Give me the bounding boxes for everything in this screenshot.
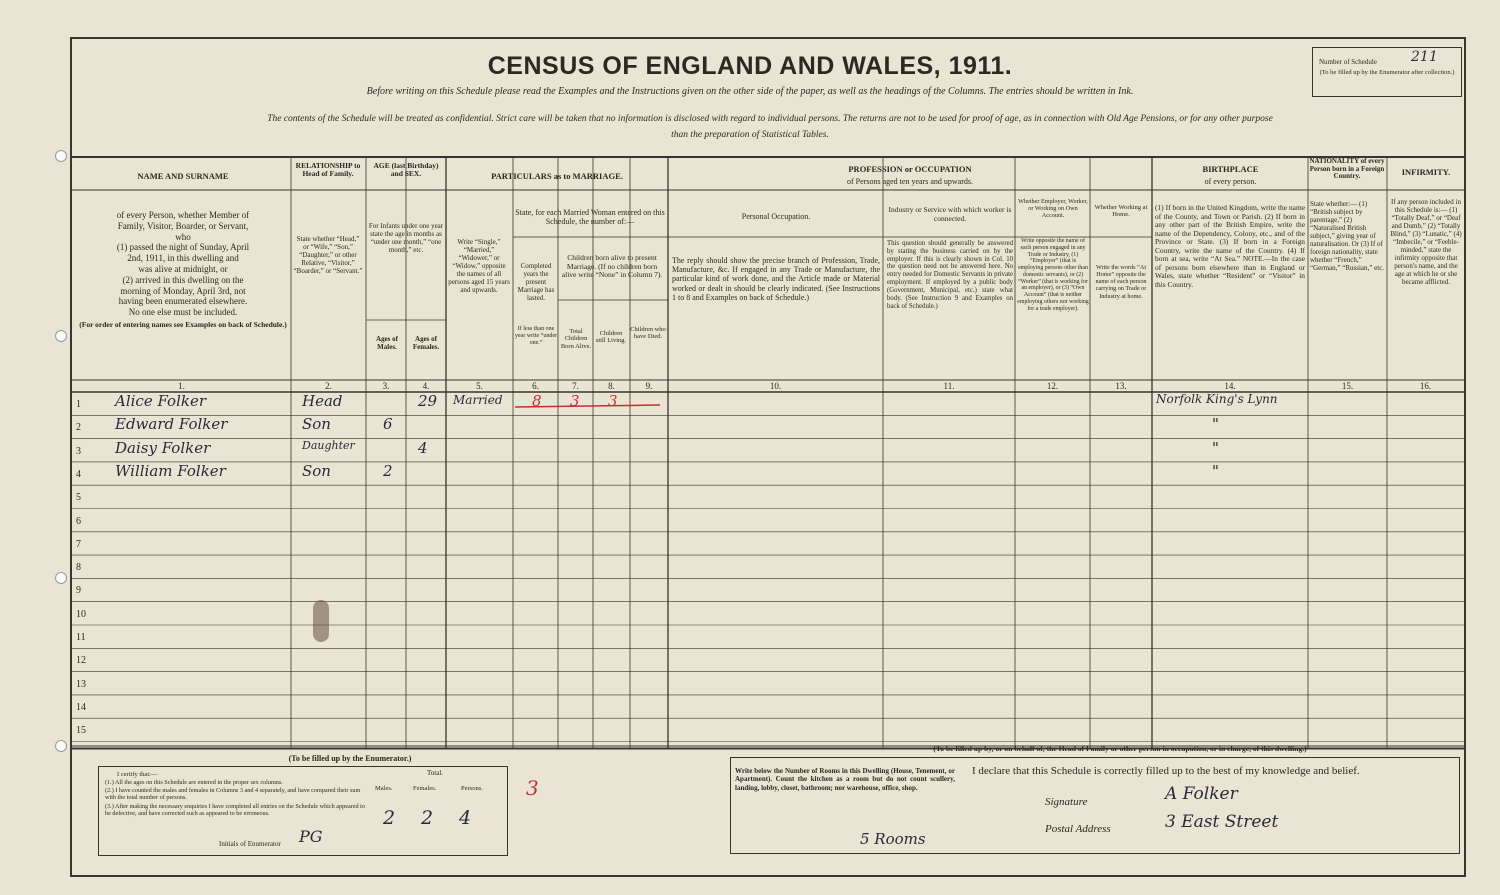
header-nationality: NATIONALITY of every Person born in a Foreign Country. <box>1309 157 1385 181</box>
instructions-note: Before writing on this Schedule please read the Examples and the Instructions given on the other side of the paper, as well as the headings of the Columns. The entries should be written in Ink. <box>366 86 1134 97</box>
initials-label: Initials of Enumerator <box>219 840 281 848</box>
header-profession-sub: of Persons aged ten years and upwards. <box>847 177 973 186</box>
row-number: 7 <box>76 538 81 550</box>
name-description-line: Family, Visitor, Boarder, or Servant, <box>117 220 249 231</box>
header-birthplace-sub: of every person. <box>1204 177 1257 186</box>
punch-hole <box>55 330 67 342</box>
enumerator-heading: (To be filled up by the Enumerator.) <box>288 754 412 763</box>
punch-hole <box>55 150 67 162</box>
total-females-value: 2 <box>421 807 434 829</box>
header-age: AGE (last Birthday) and SEX. <box>373 161 439 179</box>
column-number: 9. <box>645 381 653 391</box>
postal-address-label: Postal Address <box>1045 823 1111 835</box>
red-check-mark: 3 <box>526 776 539 800</box>
schedule-number-note: (To be filled up by the Enumerator after collection.) <box>1319 69 1455 76</box>
column-number: 1. <box>178 381 185 391</box>
ages-of-males-label: Ages of Males. <box>376 335 398 352</box>
name-description-line: (2) arrived in this dwelling on the <box>122 274 244 285</box>
age-male: 6 <box>383 415 393 434</box>
row-number: 3 <box>76 445 81 457</box>
row-number: 2 <box>76 422 81 434</box>
age-female: 29 <box>418 392 438 410</box>
page-title: CENSUS OF ENGLAND AND WALES, 1911. <box>487 52 1013 80</box>
completed-years-label: Completed years the present Marriage has lasted. <box>517 262 555 303</box>
punch-hole <box>55 740 67 752</box>
person-relationship: Daughter <box>302 438 355 452</box>
row-number: 14 <box>76 701 86 713</box>
nationality-description: State whether:— (1) “British subject by parentage,” (2) “Naturalised British subject,” giving year of naturalisation. Or (3) If of foreign nationality, state whether “French,” “German,” “Russian,” etc. <box>1310 200 1385 273</box>
total-children-label: Total Children Born Alive. <box>560 328 592 350</box>
person-relationship: Son <box>302 415 331 434</box>
females-label: Females. <box>413 785 437 792</box>
industry-label: Industry or Service with which worker is connected. <box>888 205 1012 223</box>
total-label: Total. <box>427 769 444 777</box>
row-number: 10 <box>76 608 86 620</box>
name-description-line: No one else must be included. <box>128 307 238 318</box>
column-number: 15. <box>1341 381 1354 391</box>
person-name: Daisy Folker <box>115 438 211 457</box>
postal-address-value: 3 East Street <box>1165 812 1279 832</box>
children-living-label: Children still Living. <box>595 330 627 345</box>
column-number: 14. <box>1224 381 1236 391</box>
header-name: NAME AND SURNAME <box>137 171 229 181</box>
ink-smudge <box>313 600 329 642</box>
row-number: 11 <box>76 632 86 643</box>
ages-of-females-label: Ages of Females. <box>412 335 440 352</box>
certify-item-2: (2.) I have counted the males and females in Columns 3 and 4 separately, and have compared their sum with the total number of persons. <box>105 787 361 802</box>
total-persons-value: 4 <box>459 807 472 829</box>
birthplace-value: " <box>1212 438 1219 457</box>
home-label: Whether Working at Home. <box>1094 204 1148 219</box>
column-number: 16. <box>1419 381 1432 391</box>
children-born: 3 <box>570 392 580 410</box>
total-males-value: 2 <box>383 807 396 829</box>
column-number: 3. <box>382 381 390 391</box>
children-born-description: Children born alive to present Marriage. (If no children born alive write “None” in Column 7). <box>561 253 663 280</box>
column-number: 12. <box>1046 381 1059 391</box>
age-male: 2 <box>383 461 393 480</box>
column-number: 6. <box>532 381 539 391</box>
marriage-years: 8 <box>532 392 542 410</box>
personal-occupation-label: Personal Occupation. <box>741 212 811 221</box>
name-description-line: morning of Monday, April 3rd, not <box>120 285 246 296</box>
header-birthplace: BIRTHPLACE <box>1202 164 1259 174</box>
married-woman-description: State, for each Married Woman entered on this Schedule, the number of:— <box>515 208 665 227</box>
schedule-number-value: 211 <box>1411 49 1438 65</box>
employer-description: Write opposite the name of each person engaged in any Trade or Industry, (1) “Employer” (that is employing persons other than domestic servants), or (2) “Worker” (that is working for an employer), or (3) “Own Account” (that is neither employing others nor working for a trade employer). <box>1017 238 1089 312</box>
person-name: Alice Folker <box>115 392 207 410</box>
personal-occupation-description: The reply should show the precise branch of Profession, Trade, Manufacture, &c. If engaged in any Trade or Manufacture, the particular kind of work done, and the Article made or Material worked or dealt in should be clearly indicated. (See Instructions 1 to 8 and Examples on back of Schedule.) <box>672 256 880 302</box>
less-than-one-year-note: If less than one year write “under one.” <box>515 326 557 346</box>
row-number: 12 <box>76 655 86 667</box>
row-number: 13 <box>76 678 86 690</box>
confidential-line-1: The contents of the Schedule will be treated as confidential. Strict care will be taken that no information is disclosed with regard to individual persons. The returns are not to be used for proof of age, as in connection with Old Age Pensions, or for any other purpose <box>267 114 1273 124</box>
name-description-line: (For order of entering names see Examples on back of Schedule.) <box>79 319 287 329</box>
punch-hole <box>55 572 67 584</box>
birthplace-description: (1) If born in the United Kingdom, write the name of the County, and Town or Parish. (2) If born in any other part of the British Empire, write the name of the Dependency, Colony, etc., and of the Province or State. (3) If born in a Foreign Country, write the name of the Country. (4) If born at sea, write “At Sea.” NOTE.—In the case of persons born elsewhere than in England or Wales, state whether “Resident” or “Visitor” in this Country. <box>1155 203 1305 289</box>
name-description-line: (1) passed the night of Sunday, April <box>116 242 250 253</box>
employer-label: Whether Employer, Worker, or Working on Own Account. <box>1018 198 1088 220</box>
males-label: Males. <box>375 785 393 792</box>
birthplace-value: " <box>1212 415 1219 434</box>
row-number: 5 <box>76 492 81 504</box>
name-description-line: having been enumerated elsewhere. <box>118 296 248 307</box>
column-number: 11. <box>943 381 955 391</box>
relationship-description: State whether “Head,” or “Wife,” “Son,” “Daughter,” or other Relative, “Visitor,” “Boarder,” or “Servant.” <box>293 235 363 276</box>
header-marriage: PARTICULARS as to MARRIAGE. <box>491 171 623 181</box>
name-description-line: who <box>175 231 191 242</box>
marriage-write-description: Write “Single,” “Married,” “Widower,” or “Widow,” opposite the names of all persons aged 15 years and upwards. <box>448 238 510 295</box>
infirmity-description: If any person included in this Schedule is:— (1) “Totally Deaf,” or “Deaf and Dumb,” (2) “Totally Blind,” (3) “Lunatic,” (4) “Imbecile,” or “Feeble-minded,” state the infirmity opposite that person's name, and the age at which he or she became afflicted. <box>1390 198 1462 287</box>
marital-status: Married <box>453 393 503 407</box>
initials-value: PG <box>299 827 323 846</box>
row-number: 15 <box>76 725 86 737</box>
person-relationship: Head <box>302 392 343 410</box>
person-relationship: Son <box>302 461 331 480</box>
certify-item-3: (3.) After making the necessary enquiries I have completed all entries on the Schedule which appeared to be defective, and have corrected such as appeared to be erroneous. <box>105 803 365 818</box>
header-infirmity: INFIRMITY. <box>1401 167 1451 177</box>
children-died-label: Children who have Died. <box>630 326 666 341</box>
name-description-line: 2nd, 1911, in this dwelling and <box>127 253 239 264</box>
signature-value: A Folker <box>1165 784 1238 804</box>
signature-label: Signature <box>1045 796 1088 808</box>
head-section-heading: (To be filled up by, or on behalf of, the Head of Family or other person in occupation, or in charge, of this dwelling.) <box>933 744 1307 753</box>
declaration-text: I declare that this Schedule is correctly filled up to the best of my knowledge and belief. <box>972 765 1360 777</box>
row-number: 1 <box>76 399 81 410</box>
column-number: 5. <box>476 381 483 391</box>
column-number: 7. <box>572 381 579 391</box>
rooms-value: 5 Rooms <box>860 830 926 848</box>
persons-label: Persons. <box>461 785 483 792</box>
column-number: 10. <box>769 381 782 391</box>
rooms-instruction: Write below the Number of Rooms in this Dwelling (House, Tenement, or Apartment). Count the kitchen as a room but do not count scullery, landing, lobby, closet, bathroom; nor warehouse, office, shop. <box>735 767 955 792</box>
name-column-description <box>78 210 288 329</box>
column-number: 13. <box>1115 381 1127 391</box>
column-number: 2. <box>325 381 332 391</box>
column-number: 8. <box>608 381 615 391</box>
person-name: Edward Folker <box>115 415 228 434</box>
birthplace-value: " <box>1212 461 1219 480</box>
schedule-number-label: Number of Schedule <box>1319 58 1377 66</box>
confidential-line-2: than the preparation of Statistical Tables. <box>671 130 829 140</box>
industry-description: This question should generally be answered by stating the business carried on by the employer. If this is clearly shown in Col. 10 the question need not be answered here. No entry needed for Domestic Servants in private employment. If employed by a public body (Government, Municipal, etc.) state what body. (See Instruction 9 and Examples on back of Schedule.) <box>887 240 1013 310</box>
header-relationship: RELATIONSHIP to Head of Family. <box>295 161 361 179</box>
row-number: 8 <box>76 562 81 574</box>
column-number: 4. <box>422 381 430 391</box>
home-description: Write the words “At Home” opposite the name of each person carrying on Trade or Industry at home. <box>1095 264 1147 300</box>
row-number: 4 <box>76 468 81 480</box>
person-name: William Folker <box>115 461 226 480</box>
age-female: 4 <box>418 438 428 457</box>
schedule-number-box <box>1312 47 1462 97</box>
birthplace-value: Norfolk King's Lynn <box>1156 392 1278 406</box>
row-number: 6 <box>76 515 81 527</box>
certify-item-1: (1.) All the ages on this Schedule are entered in the proper sex columns. <box>105 779 283 786</box>
header-profession: PROFESSION or OCCUPATION <box>848 164 972 174</box>
row-number: 9 <box>76 585 81 597</box>
name-description-line: of every Person, whether Member of <box>116 210 250 220</box>
certify-label: I certify that:— <box>117 771 158 778</box>
age-description: For Infants under one year state the age in months as “under one month,” “one month,” etc. <box>368 222 444 255</box>
enumerator-box <box>98 766 508 856</box>
children-living: 3 <box>608 392 618 410</box>
name-description-line: was alive at midnight, or <box>138 263 228 274</box>
